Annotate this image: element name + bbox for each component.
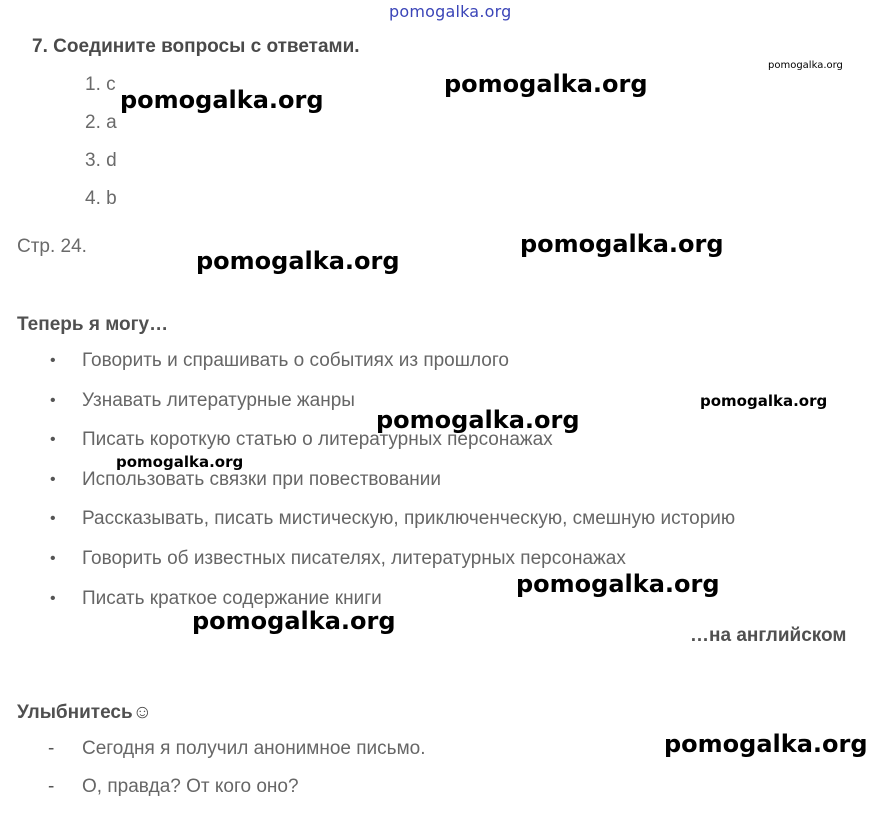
answer-item: 2. a: [85, 112, 117, 133]
language-suffix: …на английском: [690, 625, 847, 646]
bullet-icon: •: [50, 352, 56, 369]
list-item: Говорить и спрашивать о событиях из прошлого: [82, 350, 509, 371]
header-watermark: pomogalka.org: [389, 2, 512, 21]
answer-item: 4. b: [85, 188, 117, 209]
watermark: pomogalka.org: [664, 730, 868, 758]
watermark: pomogalka.org: [192, 607, 396, 635]
bullet-icon: •: [50, 392, 56, 409]
watermark: pomogalka.org: [520, 230, 724, 258]
answer-item: 3. d: [85, 150, 117, 171]
bullet-icon: •: [50, 471, 56, 488]
watermark: pomogalka.org: [116, 453, 244, 471]
list-item: Писать краткое содержание книги: [82, 588, 382, 609]
task-title: 7. Соедините вопросы с ответами.: [32, 36, 360, 57]
watermark: pomogalka.org: [120, 86, 324, 114]
dialogue-line: Сегодня я получил анонимное письмо.: [82, 738, 426, 759]
watermark: pomogalka.org: [516, 570, 720, 598]
bullet-icon: •: [50, 550, 56, 567]
section-heading-smile: Улыбнитесь☺: [17, 702, 153, 723]
dash-icon: -: [48, 738, 55, 759]
bullet-icon: •: [50, 431, 56, 448]
watermark: pomogalka.org: [768, 60, 843, 71]
list-item: Говорить об известных писателях, литературных персонажах: [82, 548, 626, 569]
watermark: pomogalka.org: [700, 392, 828, 410]
page-reference: Стр. 24.: [17, 236, 87, 257]
watermark: pomogalka.org: [196, 247, 400, 275]
list-item: Рассказывать, писать мистическую, приключенческую, смешную историю: [82, 508, 736, 529]
dialogue-line: О, правда? От кого оно?: [82, 776, 299, 797]
bullet-icon: •: [50, 510, 56, 527]
dash-icon: -: [48, 776, 55, 797]
list-item: Писать короткую статью о литературных персонажах: [82, 429, 553, 450]
list-item: Использовать связки при повествовании: [82, 469, 442, 490]
bullet-icon: •: [50, 590, 56, 607]
list-item: Узнавать литературные жанры: [82, 390, 355, 411]
answer-item: 1. c: [85, 74, 116, 95]
section-heading-can: Теперь я могу…: [17, 314, 169, 335]
watermark: pomogalka.org: [444, 70, 648, 98]
watermark: pomogalka.org: [376, 406, 580, 434]
